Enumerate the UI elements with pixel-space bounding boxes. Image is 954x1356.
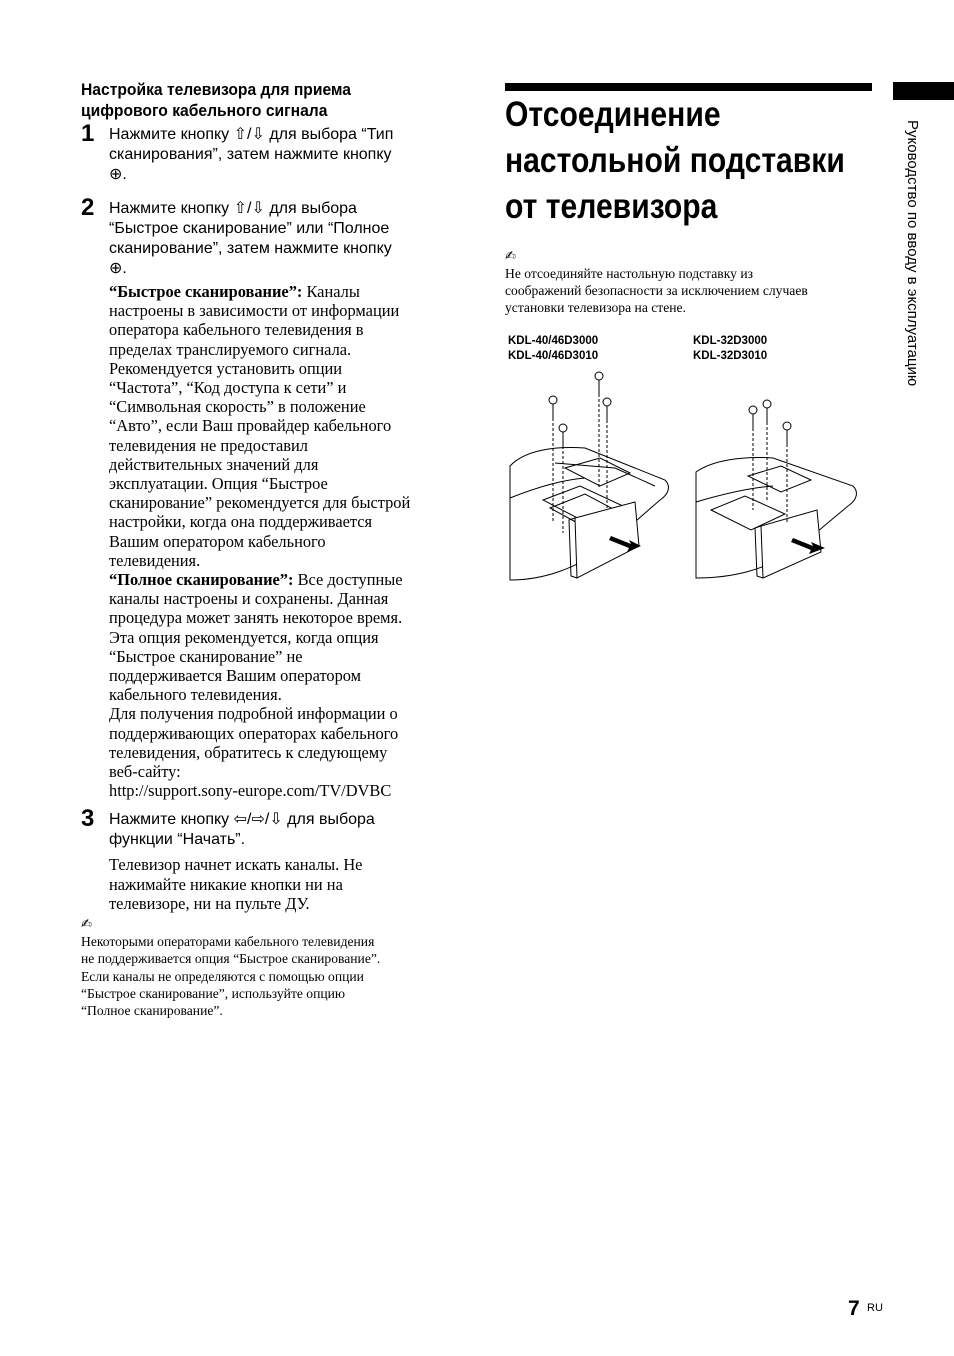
- text-line: “Быстрое сканирование” не: [109, 646, 303, 666]
- text-line: Рекомендуется установить опции: [109, 358, 343, 378]
- full-scan-description: [109, 570, 451, 800]
- stand-removal-diagram-small: [693, 392, 863, 582]
- step-instruction: [109, 125, 451, 185]
- text-line: [109, 570, 451, 589]
- text-line: Для получения подробной информации о: [109, 704, 398, 724]
- model-name: KDL-32D3010: [693, 350, 768, 362]
- step-number: 1: [81, 120, 95, 147]
- text-line: Некоторыми операторами кабельного телевидения: [81, 934, 375, 950]
- text-line: эксплуатации. Опция “Быстрое: [109, 474, 328, 494]
- note-icon: ✍: [81, 917, 92, 933]
- side-tab-label: Руководство по вводу в эксплуатацию: [904, 120, 921, 387]
- text-line: Вашим оператором кабельного: [109, 531, 326, 551]
- text-line: настройки, когда она поддерживается: [109, 512, 373, 532]
- text-line: поддерживается Вашим оператором: [109, 666, 362, 686]
- step-2: [81, 194, 451, 801]
- model-name: KDL-32D3000: [693, 335, 768, 347]
- text-line: сканирования”, затем нажмите кнопку: [109, 146, 392, 163]
- text-line: поддерживающих операторах кабельного: [109, 723, 399, 743]
- right-note: [505, 249, 875, 317]
- text-line: Если каналы не определяются с помощью опции: [81, 968, 364, 984]
- text-line: “Быстрое сканирование” или “Полное: [109, 220, 390, 237]
- section-title-line: цифрового кабельного сигнала: [81, 101, 328, 120]
- title-line: Отсоединение: [505, 95, 721, 134]
- model-label-right: [693, 334, 767, 364]
- text-line: действительных значений для: [109, 454, 319, 474]
- text-line: телевидения, обратитесь к следующему: [109, 742, 388, 762]
- side-tab-bar: [893, 82, 954, 100]
- step-number: 3: [81, 805, 95, 833]
- step-3-description: [109, 855, 451, 913]
- text-line: оператора кабельного телевидения в: [109, 320, 364, 340]
- step-3: [81, 805, 451, 913]
- text-line: не поддерживается опция “Быстрое сканирование”.: [81, 951, 381, 967]
- text-line: кабельного телевидения.: [109, 685, 282, 705]
- text-line: настроены в зависимости от информации: [109, 301, 400, 321]
- text-line: телевизоре, ни на пульте ДУ.: [109, 893, 310, 913]
- title-rule: [505, 83, 872, 91]
- text-line: функции “Начать”.: [109, 831, 246, 849]
- text-line: каналы настроены и сохранены. Данная: [109, 589, 389, 609]
- text-line: Телевизор начнет искать каналы. Не: [109, 855, 363, 875]
- text-line: “Быстрое сканирование”, используйте опцию: [81, 985, 346, 1001]
- note-text: [81, 933, 451, 1019]
- text-line: сканирование”, затем нажмите кнопку: [109, 240, 392, 257]
- screw-icon: [549, 372, 611, 446]
- text-line: ⊕.: [109, 166, 127, 183]
- page-number: 7: [848, 1297, 860, 1320]
- text-line: Эта опция рекомендуется, когда опция: [109, 627, 379, 647]
- text-line: Нажмите кнопку ⇧/⇩ для выбора: [109, 200, 357, 217]
- text-line: “Авто”, если Ваш провайдер кабельного: [109, 416, 392, 436]
- text-line: ⊕.: [109, 260, 127, 277]
- step-number: 2: [81, 194, 95, 221]
- step-instruction: [109, 199, 451, 279]
- text-line: Не отсоединяйте настольную подставку из: [505, 266, 753, 281]
- text-line: “Символьная скорость” в положение: [109, 397, 366, 417]
- section-title: [81, 79, 449, 121]
- note-icon: ✍: [505, 249, 516, 264]
- full-scan-label: “Полное сканирование”:: [109, 570, 294, 590]
- step-instruction: [109, 810, 451, 850]
- text-line: “Частота”, “Код доступа к сети” и: [109, 378, 347, 398]
- text-line: процедура может занять некоторое время.: [109, 608, 403, 628]
- step-1: [81, 120, 451, 185]
- text-line: веб-сайту:: [109, 762, 181, 782]
- text-span: Каналы: [306, 282, 360, 301]
- text-line: сканирование” рекомендуется для быстрой: [109, 493, 411, 513]
- section-title-line: Настройка телевизора для приема: [81, 80, 352, 99]
- text-line: нажимайте никакие кнопки ни на: [109, 874, 343, 894]
- text-line: соображений безопасности за исключением случаев: [505, 283, 808, 299]
- model-name: KDL-40/46D3000: [508, 335, 599, 347]
- title-line: настольной подставки: [505, 141, 845, 180]
- title-line: от телевизора: [505, 187, 718, 226]
- text-line: установки телевизора на стене.: [505, 300, 686, 316]
- text-line: пределах транслируемого сигнала.: [109, 339, 352, 359]
- quick-scan-description: [109, 282, 451, 570]
- model-name: KDL-40/46D3010: [508, 350, 599, 362]
- page-language: RU: [867, 1302, 883, 1314]
- quick-scan-label: “Быстрое сканирование”:: [109, 282, 303, 301]
- left-column: [81, 79, 451, 1019]
- text-line: Нажмите кнопку ⇦/⇨/⇩ для выбора: [109, 811, 375, 829]
- model-label-left: [508, 334, 598, 364]
- side-tab: [904, 120, 924, 480]
- stand-removal-diagram-large: [505, 368, 675, 586]
- screw-icon: [749, 400, 791, 444]
- page-title: [505, 92, 845, 230]
- text-line: телевидения не предоставил: [109, 435, 308, 455]
- text-line: [109, 282, 451, 301]
- text-line: “Полное сканирование”.: [81, 1002, 223, 1018]
- text-line: Нажмите кнопку ⇧/⇩ для выбора “Тип: [109, 126, 394, 143]
- support-url: http://support.sony-europe.com/TV/DVBC: [109, 781, 392, 801]
- note-text: [505, 265, 875, 317]
- text-span: Все доступные: [297, 570, 403, 590]
- text-line: телевидения.: [109, 550, 201, 570]
